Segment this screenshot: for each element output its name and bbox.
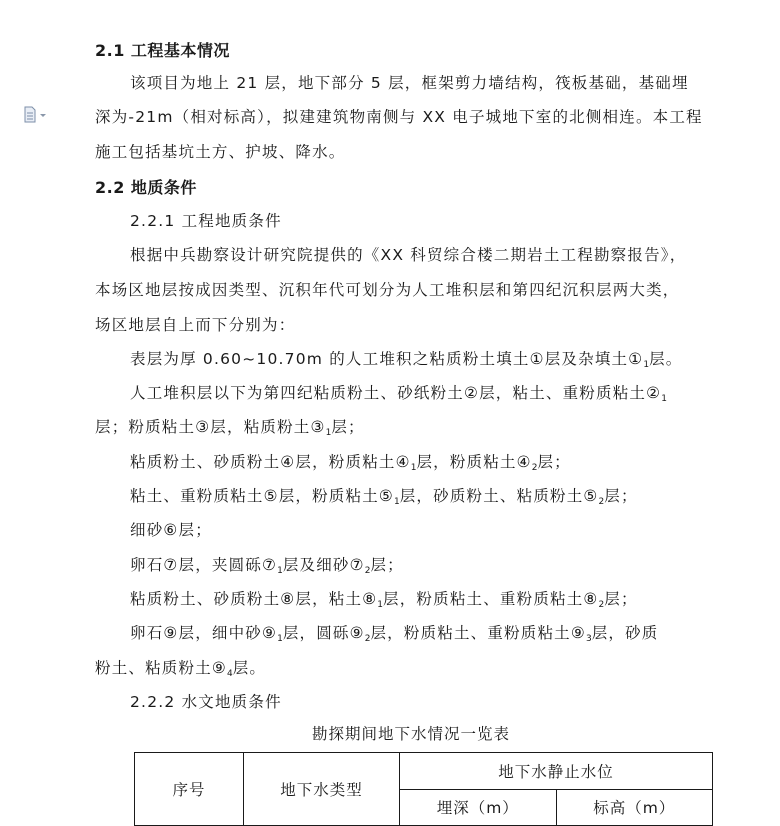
subsection-heading-2-2-2: 2.2.2 水文地质条件 (130, 693, 282, 711)
layer-line: 细砂⑥层； (130, 521, 212, 539)
groundwater-table (134, 752, 713, 826)
paragraph-line: 施工包括基坑土方、护坡、降水。 (95, 143, 346, 161)
paragraph-line: 根据中兵勘察设计研究院提供的《XX 科贸综合楼二期岩土工程勘察报告》， (130, 246, 687, 264)
paragraph-line: 本场区地层按成因类型、沉积年代可划分为人工堆积层和第四纪沉积层两大类， (95, 281, 680, 299)
table-header-type: 地下水类型 (244, 753, 400, 826)
layer-line: 卵石⑨层，细中砂⑨1层，圆砾⑨2层，粉质粘土、重粉质粘土⑨3层，砂质 (130, 624, 659, 644)
table-header-no: 序号 (135, 753, 244, 826)
paragraph-line: 深为-21m（相对标高），拟建建筑物南侧与 XX 电子城地下室的北侧相连。本工程 (95, 108, 703, 126)
layer-line: 卵石⑦层，夹圆砾⑦1层及细砂⑦2层； (130, 556, 404, 576)
layer-line: 层；粉质粘土③层，粘质粉土③1层； (95, 418, 365, 438)
section-heading-2-2: 2.2 地质条件 (95, 178, 197, 197)
layer-line: 人工堆积层以下为第四纪粘质粉土、砂纸粉土②层，粘土、重粉质粘土②1 (130, 384, 667, 404)
paragraph-line: 场区地层自上而下分别为： (95, 316, 296, 334)
paragraph-line: 该项目为地上 21 层，地下部分 5 层，框架剪力墙结构，筏板基础，基础埋 (130, 74, 689, 92)
table-header-elevation: 标高（m） (556, 789, 713, 826)
layer-line: 粘质粉土、砂质粉土⑧层，粘土⑧1层，粉质粘土、重粉质粘土⑧2层； (130, 590, 638, 610)
section-heading-2-1: 2.1 工程基本情况 (95, 41, 230, 60)
layer-line: 粘土、重粉质粘土⑤层，粉质粘土⑤1层，砂质粉土、粘质粉土⑤2层； (130, 487, 638, 507)
layer-line: 粘质粉土、砂质粉土④层，粉质粘土④1层，粉质粘土④2层； (130, 453, 571, 473)
table-header-level: 地下水静止水位 (400, 753, 713, 790)
layer-line: 粉土、粘质粉土⑨4层。 (95, 659, 267, 679)
subsection-heading-2-2-1: 2.2.1 工程地质条件 (130, 212, 282, 230)
table-header-depth: 埋深（m） (400, 789, 557, 826)
document-icon[interactable] (22, 106, 48, 124)
layer-line: 表层为厚 0.60~10.70m 的人工堆积之粘质粉土填土①层及杂填土①1层。 (130, 350, 683, 370)
table-caption: 勘探期间地下水情况一览表 (312, 725, 511, 743)
